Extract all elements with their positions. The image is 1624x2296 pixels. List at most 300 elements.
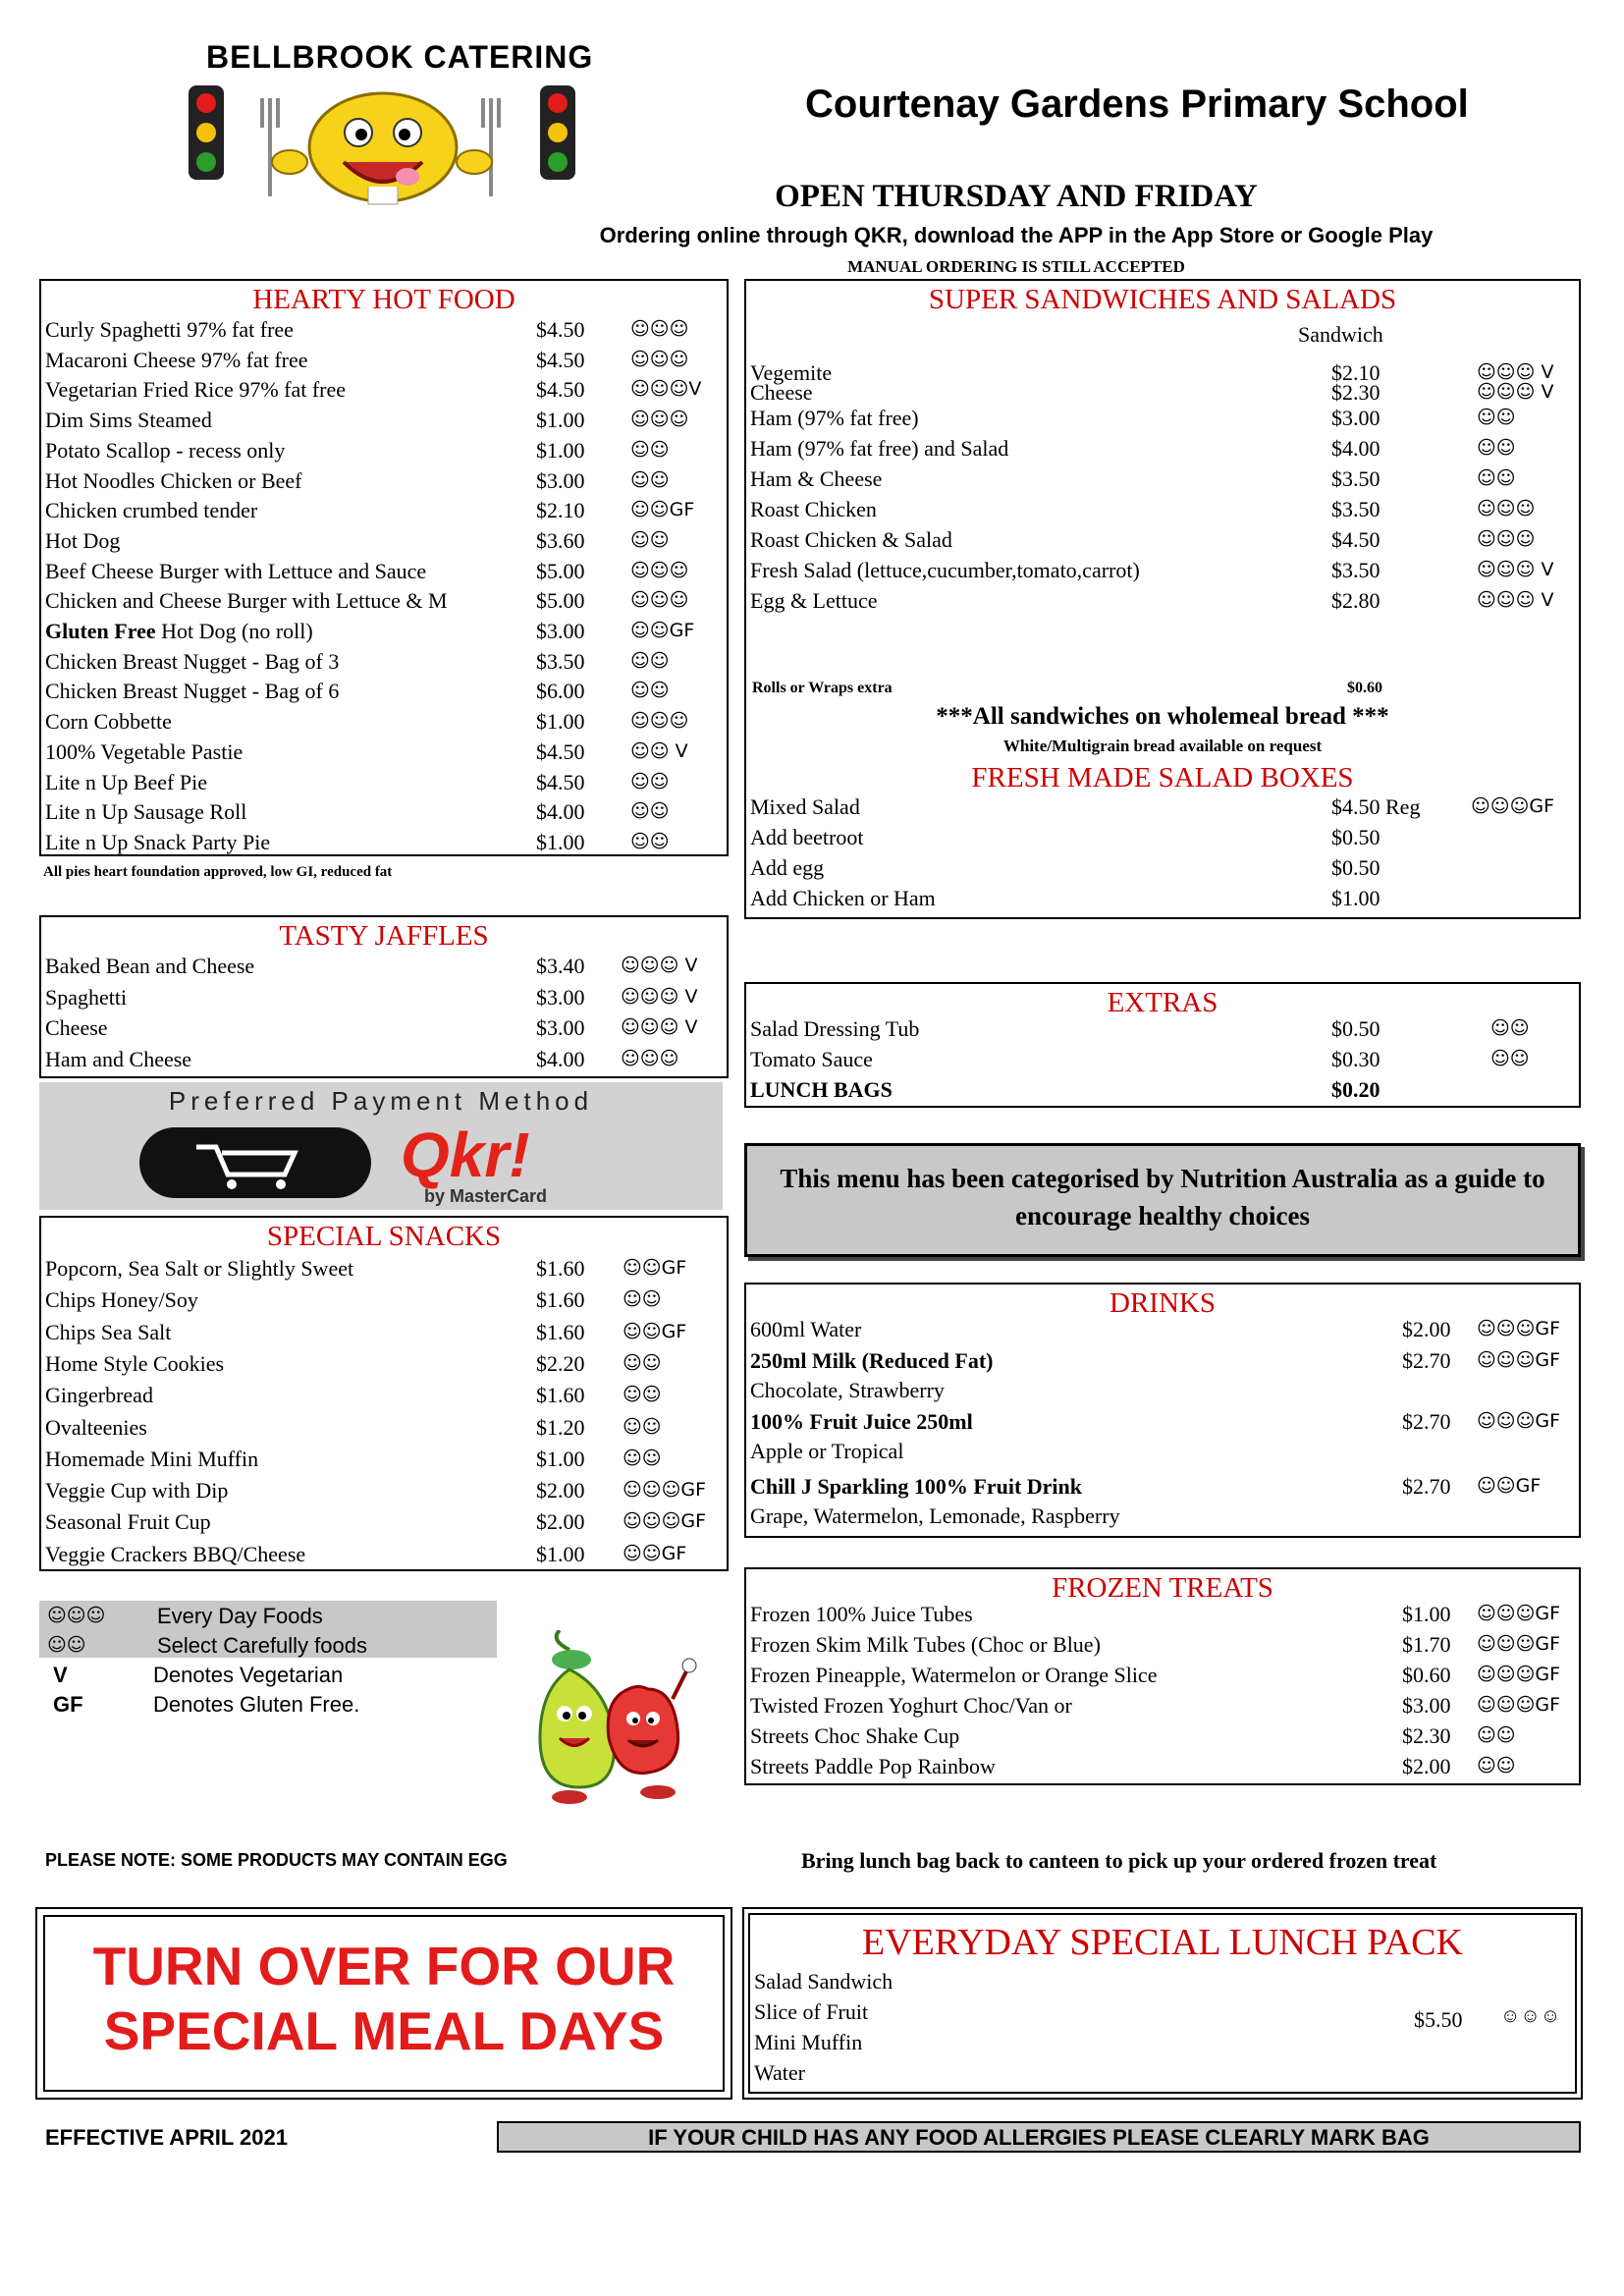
sandwiches-section <box>744 279 1581 919</box>
item-name: 100% Vegetable Pastie <box>45 738 244 764</box>
item-price: $0.20 <box>1331 1077 1380 1102</box>
turn-over-line1: TURN OVER FOR OUR <box>92 1936 676 1996</box>
menu-item-row <box>41 1475 727 1505</box>
turn-over-inner <box>43 1915 725 2092</box>
jaffles-section <box>39 915 729 1078</box>
item-name: Home Style Cookies <box>45 1350 225 1376</box>
item-price: $3.00 <box>1402 1693 1451 1718</box>
item-price: $1.60 <box>536 1256 585 1281</box>
item-rating: ☺☺☺GF <box>623 1479 707 1502</box>
menu-item-row <box>746 1660 1579 1690</box>
menu-item-row <box>746 1690 1579 1721</box>
item-price: $2.10 <box>536 498 585 523</box>
item-price: $1.60 <box>536 1383 585 1408</box>
item-price: $1.60 <box>536 1287 585 1313</box>
item-rating: ☺☺☺ <box>630 348 689 370</box>
item-price: $1.60 <box>536 1319 585 1344</box>
legend-symbol: ☺☺☺ <box>47 1605 106 1626</box>
item-rating: ☺☺ <box>1477 1755 1516 1777</box>
item-rating: ☺☺ <box>1477 437 1516 459</box>
menu-item-row <box>41 1412 727 1443</box>
item-name: Vegemite <box>750 360 833 385</box>
item-name: Hot Dog <box>45 527 121 553</box>
item-rating: ☺☺☺ <box>621 1047 679 1069</box>
item-price: $3.50 <box>1331 558 1380 582</box>
frozen-section <box>744 1567 1581 1785</box>
turn-over-line2: SPECIAL MEAL DAYS <box>103 2000 665 2061</box>
item-name: Apple or Tropical <box>750 1439 904 1463</box>
item-rating: ☺☺ <box>623 1384 662 1406</box>
item-price: $2.30 <box>1402 1723 1451 1748</box>
item-price: $1.00 <box>536 408 585 433</box>
item-name: Chips Sea Salt <box>45 1319 172 1344</box>
item-name: Potato Scallop - recess only <box>45 437 286 463</box>
item-name: Streets Paddle Pop Rainbow <box>750 1754 996 1778</box>
item-price: $2.00 <box>1402 1317 1451 1341</box>
item-price: $1.00 <box>1402 1602 1451 1626</box>
item-name: Beef Cheese Burger with Lettuce and Sauce <box>45 558 427 583</box>
sandwiches-title: SUPER SANDWICHES AND SALADS <box>928 284 1397 315</box>
item-name: 250ml Milk (Reduced Fat) <box>750 1348 994 1373</box>
item-name: Twisted Frozen Yoghurt Choc/Van or <box>750 1693 1072 1718</box>
menu-item-row <box>746 1375 1579 1405</box>
menu-item-row <box>746 494 1579 524</box>
item-price: $1.00 <box>536 437 585 463</box>
legend-item <box>39 1630 501 1661</box>
item-name: Lite n Up Beef Pie <box>45 769 207 794</box>
menu-item-row <box>41 1539 727 1569</box>
snacks-section <box>39 1216 729 1571</box>
menu-item-row <box>746 1074 1579 1105</box>
item-price: $1.20 <box>536 1414 585 1440</box>
item-price: $3.50 <box>1331 466 1380 491</box>
item-name-bold: Gluten Free <box>45 619 156 643</box>
pie-note: All pies heart foundation approved, low GI, reduced fat <box>43 864 393 880</box>
sandwich-col-label: Sandwich <box>1298 322 1383 347</box>
item-rating: ☺☺GF <box>623 1320 687 1342</box>
item-price: $3.50 <box>536 648 585 674</box>
legend-item <box>39 1601 501 1631</box>
school-name: Courtenay Gardens Primary School <box>805 82 1469 126</box>
item-name: Add egg <box>750 855 825 880</box>
menu-item-row <box>41 1317 727 1347</box>
legend-text: Denotes Vegetarian <box>153 1663 344 1687</box>
item-name <box>45 616 313 646</box>
menu-item-row <box>746 403 1579 433</box>
legend-text: Every Day Foods <box>157 1604 323 1628</box>
item-rating: ☺☺☺GF <box>1477 1318 1561 1339</box>
item-name: Chocolate, Strawberry <box>750 1378 945 1402</box>
ordering-info: Ordering online through QKR, download the APP in the App Store or Google Play <box>599 223 1434 247</box>
item-price: $0.50 <box>1331 825 1380 849</box>
menu-item-row <box>41 796 727 827</box>
item-rating: ☺☺ <box>1477 1724 1516 1746</box>
item-name: Seasonal Fruit Cup <box>45 1509 211 1535</box>
item-name: Ham (97% fat free) and Salad <box>750 436 1009 461</box>
allergy-text: IF YOUR CHILD HAS ANY FOOD ALLERGIES PLEASE CLEARLY MARK BAG <box>648 2125 1430 2150</box>
menu-item-row <box>746 555 1579 585</box>
item-price: $1.70 <box>1402 1632 1451 1657</box>
item-name: Cheese <box>45 1015 108 1040</box>
legend-symbol: GF <box>53 1692 83 1717</box>
item-price: $3.00 <box>1331 406 1380 430</box>
item-price: $1.00 <box>536 1541 585 1566</box>
qkr-logo: Qkr! <box>401 1120 530 1190</box>
menu-item-row <box>746 1436 1579 1466</box>
legend-item <box>39 1660 501 1690</box>
item-rating: ☺☺☺ V <box>621 985 698 1008</box>
item-price: $6.00 <box>536 679 585 704</box>
item-name: Ham (97% fat free) <box>750 406 919 430</box>
item-rating: ☺☺GF <box>1477 1475 1542 1497</box>
menu-item-row <box>746 1314 1579 1344</box>
payment-banner <box>39 1082 723 1210</box>
legend-text: Select Carefully foods <box>157 1633 367 1658</box>
menu-item-row <box>41 1506 727 1537</box>
item-rating: ☺☺☺ V <box>1477 381 1554 403</box>
item-price: $2.00 <box>536 1509 585 1535</box>
menu-item-row <box>746 1044 1579 1074</box>
item-rating: ☺☺☺ V <box>1477 361 1554 383</box>
item-price: $2.30 <box>1331 380 1380 405</box>
extras-title: EXTRAS <box>1107 987 1218 1018</box>
item-rating: ☺☺ <box>623 1288 662 1311</box>
menu-item-row <box>746 822 1579 852</box>
item-name-rest: Hot Dog (no roll) <box>155 619 313 643</box>
open-days: OPEN THURSDAY AND FRIDAY <box>775 179 1258 214</box>
item-name: Ham and Cheese <box>45 1046 192 1071</box>
item-price: $5.00 <box>536 558 585 583</box>
item-rating: ☺☺ <box>630 680 670 702</box>
item-price: $1.00 <box>1331 886 1380 910</box>
traffic-light-right-icon <box>538 83 577 182</box>
item-price: $1.00 <box>536 709 585 735</box>
legend-symbol: V <box>53 1663 68 1687</box>
item-name: Fresh Salad (lettuce,cucumber,tomato,carrot) <box>750 558 1140 582</box>
item-price: $3.00 <box>536 467 585 493</box>
item-name: Chicken and Cheese Burger with Lettuce & M <box>45 588 448 614</box>
item-rating: ☺☺☺ <box>1477 498 1536 519</box>
menu-item-row <box>41 1012 727 1043</box>
item-price: $3.40 <box>536 954 585 978</box>
menu-item-row <box>746 1629 1579 1660</box>
item-rating: ☺☺ <box>630 649 670 672</box>
item-name: 600ml Water <box>750 1317 862 1341</box>
item-price: $1.00 <box>536 829 585 854</box>
item-rating: ☺☺☺ <box>630 409 689 431</box>
rolls-extra-price: $0.60 <box>1347 680 1382 696</box>
item-rating: ☺☺☺GF <box>1477 1410 1561 1432</box>
item-price: $1.00 <box>536 1446 585 1471</box>
item-name: Curly Spaghetti 97% fat free <box>45 317 294 342</box>
item-name: Popcorn, Sea Salt or Slightly Sweet <box>45 1256 354 1281</box>
item-rating: ☺☺☺V <box>630 378 702 401</box>
item-price: $4.50 <box>536 377 585 403</box>
hot-food-section <box>39 279 729 856</box>
menu-item-row <box>41 982 727 1012</box>
lunch-pack-box <box>742 1907 1583 2100</box>
lunch-pack-price: $5.50 <box>1414 2007 1463 2032</box>
item-name: Lite n Up Sausage Roll <box>45 799 247 825</box>
item-price: $2.80 <box>1331 588 1380 613</box>
menu-item-row <box>746 1501 1579 1531</box>
item-rating: ☺☺☺ V <box>1477 559 1554 580</box>
item-rating: ☺☺ <box>630 830 670 852</box>
menu-item-row <box>746 524 1579 555</box>
menu-item-row <box>746 792 1579 822</box>
menu-item-row <box>746 1013 1579 1044</box>
item-price: $4.50 <box>536 769 585 794</box>
item-name: Dim Sims Steamed <box>45 408 212 433</box>
menu-item-row <box>746 433 1579 464</box>
menu-item-row <box>746 1345 1579 1376</box>
menu-item-row <box>41 556 727 586</box>
item-rating: ☺☺☺ V <box>621 955 698 976</box>
item-rating: ☺☺☺GF <box>623 1510 707 1533</box>
item-rating: ☺☺☺GF <box>1477 1603 1561 1624</box>
item-rating: ☺☺ <box>623 1447 662 1469</box>
item-name: Cheese <box>750 380 813 405</box>
menu-item-row <box>41 767 727 797</box>
item-name: Ovalteenies <box>45 1414 147 1440</box>
menu-item-row <box>41 1253 727 1284</box>
menu-item-row <box>746 585 1579 616</box>
menu-item-row <box>41 405 727 435</box>
lunch-pack-rating: ☺☺☺ <box>1500 2005 1561 2027</box>
item-price: $4.50 <box>1331 527 1380 552</box>
item-name: Roast Chicken & Salad <box>750 527 952 552</box>
menu-item-row <box>746 1721 1579 1751</box>
item-rating: ☺☺☺GF <box>1477 1349 1561 1371</box>
item-price: $3.00 <box>536 619 585 643</box>
item-price: $4.50 <box>536 738 585 764</box>
payment-caption: Preferred Payment Method <box>168 1086 594 1116</box>
item-name: Salad Dressing Tub <box>750 1016 920 1041</box>
item-rating: ☺☺☺ <box>630 710 689 733</box>
item-name: 100% Fruit Juice 250ml <box>750 1409 973 1434</box>
item-name: Add beetroot <box>750 825 864 849</box>
item-price: $4.00 <box>536 1046 585 1071</box>
lunch-pack-item <box>750 2057 1575 2088</box>
item-rating: ☺☺☺ <box>1477 528 1536 550</box>
menu-item-row <box>746 1406 1579 1437</box>
manual-ordering: MANUAL ORDERING IS STILL ACCEPTED <box>847 257 1185 276</box>
menu-item-row <box>41 706 727 737</box>
item-name: Chips Honey/Soy <box>45 1287 198 1313</box>
item-name: Hot Noodles Chicken or Beef <box>45 467 302 493</box>
item-name: Frozen 100% Juice Tubes <box>750 1602 973 1626</box>
item-rating: ☺☺ <box>630 770 670 793</box>
fruit-mascots-icon <box>511 1630 707 1807</box>
item-rating: ☺☺GF <box>630 499 695 521</box>
menu-item-row <box>41 737 727 767</box>
menu-item-row <box>41 585 727 616</box>
menu-item-row <box>41 616 727 646</box>
menu-item-row <box>41 1380 727 1410</box>
item-name: Chicken Breast Nugget - Bag of 6 <box>45 679 340 704</box>
menu-item-row <box>41 495 727 525</box>
item-rating: ☺☺GF <box>623 1257 687 1279</box>
bread-note: White/Multigrain bread available on request <box>1002 737 1323 755</box>
menu-item-row <box>746 464 1579 494</box>
extras-section <box>744 982 1581 1108</box>
item-name: Corn Cobbette <box>45 709 172 735</box>
item-rating: ☺☺ <box>623 1351 662 1374</box>
lunch-pack-inner <box>748 1913 1577 2094</box>
item-name: Add Chicken or Ham <box>750 886 936 910</box>
item-price: $4.00 <box>1331 436 1380 461</box>
item-name: Chicken crumbed tender <box>45 498 258 523</box>
item-rating: ☺☺☺ <box>630 559 689 581</box>
item-name: Tomato Sauce <box>750 1047 873 1071</box>
item-name: Mixed Salad <box>750 794 860 819</box>
item-price: $0.30 <box>1331 1047 1380 1071</box>
item-name: Frozen Skim Milk Tubes (Choc or Blue) <box>750 1632 1101 1657</box>
item-rating: ☺☺☺GF <box>1471 795 1555 817</box>
item-name: Lite n Up Snack Party Pie <box>45 829 271 854</box>
legend-text: Denotes Gluten Free. <box>153 1692 360 1717</box>
item-rating: ☺☺☺ V <box>1477 589 1554 611</box>
legend <box>39 1601 501 1715</box>
item-rating: ☺☺ <box>1490 1048 1530 1069</box>
menu-item-row <box>41 1348 727 1379</box>
menu-item-row <box>41 465 727 496</box>
menu-item-row <box>746 883 1579 913</box>
nutrition-note-text: This menu has been categorised by Nutrition Australia as a guide to encourage healthy choices <box>780 1164 1545 1230</box>
item-rating: ☺☺☺GF <box>1477 1633 1561 1655</box>
legend-symbol: ☺☺ <box>47 1634 86 1656</box>
turn-over-box <box>35 1907 732 2100</box>
item-price: $2.00 <box>536 1478 585 1503</box>
egg-note: PLEASE NOTE: SOME PRODUCTS MAY CONTAIN EGG <box>45 1850 508 1870</box>
item-price: $3.00 <box>536 984 585 1010</box>
menu-item-row <box>41 646 727 677</box>
salad-boxes-title: FRESH MADE SALAD BOXES <box>971 762 1354 793</box>
hot-food-title: HEARTY HOT FOOD <box>252 284 515 315</box>
menu-item-row <box>41 951 727 981</box>
lunch-pack-item-name: Slice of Fruit <box>754 1999 869 2024</box>
item-rating: ☺☺GF <box>630 620 695 641</box>
item-price: $3.00 <box>536 1015 585 1040</box>
shopping-cart-icon <box>137 1123 373 1202</box>
lunch-bag-note: Bring lunch bag back to canteen to pick up your ordered frozen treat <box>801 1848 1437 1873</box>
item-price: $4.50 <box>536 347 585 372</box>
item-name: Frozen Pineapple, Watermelon or Orange Slice <box>750 1663 1158 1687</box>
item-name: Baked Bean and Cheese <box>45 954 255 978</box>
menu-item-row <box>41 1285 727 1315</box>
item-price: $2.70 <box>1402 1474 1451 1499</box>
item-rating: ☺☺ <box>1477 407 1516 428</box>
menu-item-row <box>41 435 727 465</box>
item-name: Ham & Cheese <box>750 466 883 491</box>
jaffles-title: TASTY JAFFLES <box>279 920 489 952</box>
menu-item-row <box>41 1044 727 1074</box>
item-rating: ☺☺☺ <box>630 318 689 340</box>
item-price: $0.50 <box>1331 1016 1380 1041</box>
item-rating: ☺☺ <box>630 800 670 823</box>
menu-item-row <box>746 1471 1579 1502</box>
item-price: $2.70 <box>1402 1348 1451 1373</box>
item-price: $2.20 <box>536 1350 585 1376</box>
item-rating: ☺☺☺GF <box>1477 1694 1561 1716</box>
menu-item-row <box>41 525 727 556</box>
item-price: $4.50 <box>536 317 585 342</box>
item-rating: ☺☺☺ <box>630 589 689 612</box>
item-name: Chicken Breast Nugget - Bag of 3 <box>45 648 340 674</box>
item-rating: ☺☺☺ V <box>621 1016 698 1038</box>
item-price: $4.00 <box>536 799 585 825</box>
menu-item-row <box>746 1751 1579 1781</box>
allergy-banner <box>497 2121 1581 2153</box>
item-price: $0.60 <box>1402 1663 1451 1687</box>
item-rating: ☺☺ <box>1477 467 1516 489</box>
menu-item-row <box>41 374 727 405</box>
item-name: Roast Chicken <box>750 497 877 521</box>
lunch-pack-title: EVERYDAY SPECIAL LUNCH PACK <box>862 1922 1463 1963</box>
item-name: Spaghetti <box>45 984 128 1010</box>
item-name: Chill J Sparkling 100% Fruit Drink <box>750 1474 1083 1499</box>
traffic-light-left-icon <box>187 83 226 182</box>
qkr-by-mastercard: by MasterCard <box>424 1186 548 1206</box>
menu-item-row <box>746 852 1579 883</box>
item-name: Homemade Mini Muffin <box>45 1446 259 1471</box>
nutrition-note-box <box>744 1143 1581 1257</box>
menu-item-row <box>41 1444 727 1474</box>
drinks-title: DRINKS <box>1110 1287 1216 1319</box>
item-rating: ☺☺GF <box>623 1542 687 1564</box>
item-name: Grape, Watermelon, Lemonade, Raspberry <box>750 1503 1120 1528</box>
caterer-name: BELLBROOK CATERING <box>206 39 594 75</box>
item-price: $3.60 <box>536 527 585 553</box>
item-price: $0.50 <box>1331 855 1380 880</box>
item-rating: ☺☺ <box>623 1415 662 1438</box>
snacks-title: SPECIAL SNACKS <box>266 1221 502 1252</box>
item-rating: ☺☺ <box>630 468 670 491</box>
item-name: Veggie Cup with Dip <box>45 1478 229 1503</box>
lunch-pack-item-name: Water <box>754 2060 805 2085</box>
item-rating: ☺☺ <box>630 438 670 461</box>
item-rating: ☺☺ <box>1490 1017 1530 1039</box>
item-name: Egg & Lettuce <box>750 588 878 613</box>
lunch-pack-item-name: Salad Sandwich <box>754 1969 893 1994</box>
menu-item-row <box>41 676 727 706</box>
item-rating: ☺☺ V <box>630 739 688 762</box>
menu-item-row <box>746 1599 1579 1629</box>
legend-item <box>39 1689 501 1720</box>
item-price: $5.00 <box>536 588 585 614</box>
item-rating: ☺☺☺GF <box>1477 1664 1561 1685</box>
item-name: Macaroni Cheese 97% fat free <box>45 347 308 372</box>
item-price: $2.10 <box>1331 360 1380 385</box>
item-name: Gingerbread <box>45 1383 153 1408</box>
item-name: Streets Choc Shake Cup <box>750 1723 960 1748</box>
item-price: $4.50 Reg <box>1331 794 1421 819</box>
drinks-section <box>744 1283 1581 1538</box>
menu-item-row <box>41 314 727 345</box>
item-price: $2.70 <box>1402 1409 1451 1434</box>
item-name: Vegetarian Fried Rice 97% fat free <box>45 377 347 403</box>
effective-date: EFFECTIVE APRIL 2021 <box>45 2125 288 2150</box>
item-price: $3.50 <box>1331 497 1380 521</box>
item-rating: ☺☺ <box>630 528 670 551</box>
lunch-pack-item <box>750 1966 1575 1996</box>
item-name: Veggie Crackers BBQ/Cheese <box>45 1541 306 1566</box>
frozen-title: FROZEN TREATS <box>1052 1572 1273 1604</box>
lunch-pack-item-name: Mini Muffin <box>754 2030 863 2054</box>
menu-item-row <box>41 827 727 857</box>
rolls-extra-label: Rolls or Wraps extra <box>752 680 893 696</box>
wholemeal-note: ***All sandwiches on wholemeal bread *** <box>936 703 1389 730</box>
